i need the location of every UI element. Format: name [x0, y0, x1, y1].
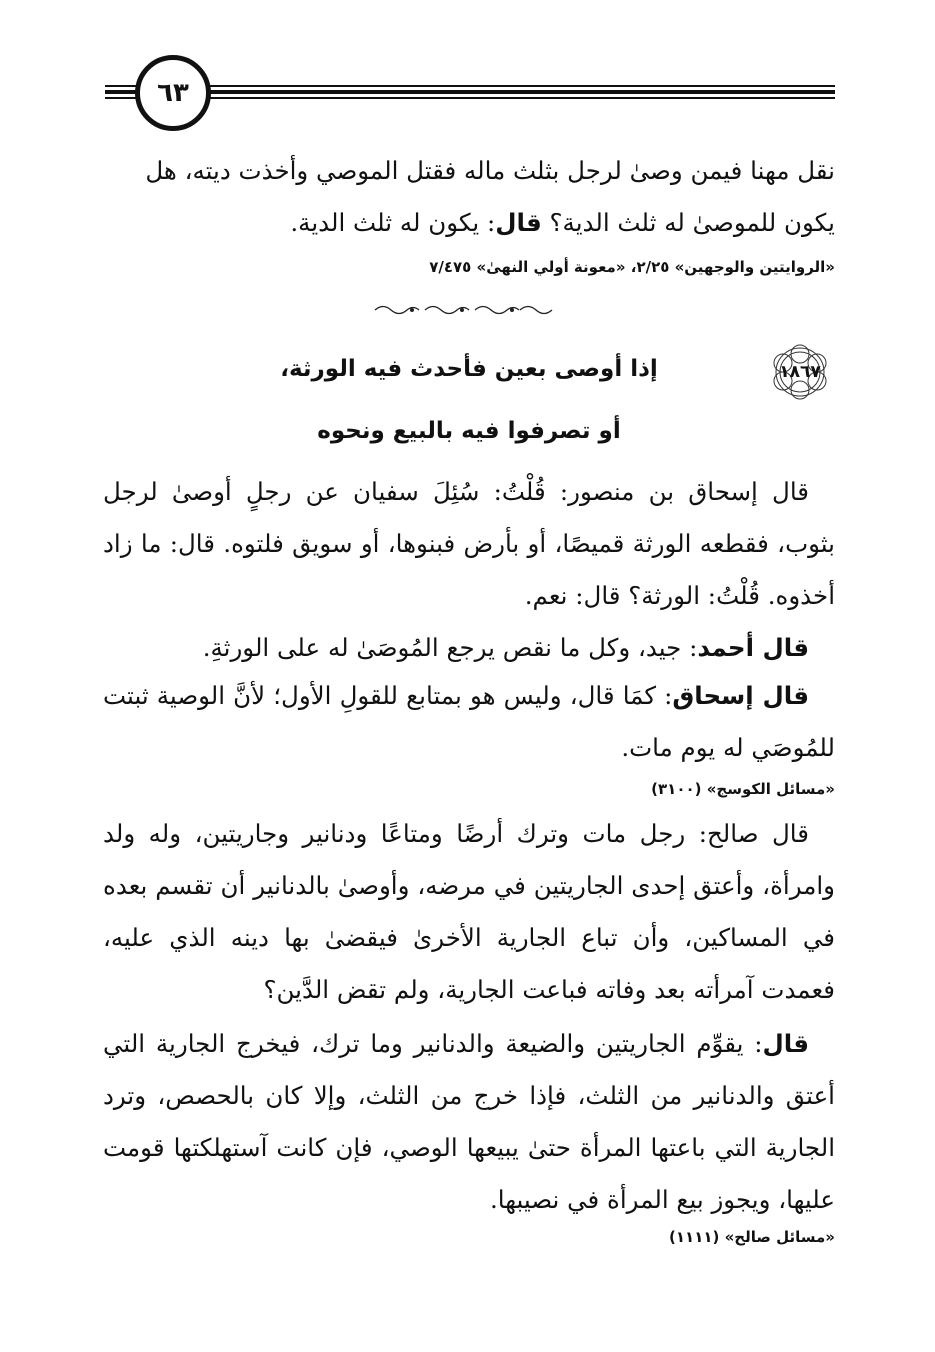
- paragraph-2-body: : جيد، وكل ما نقص يرجع المُوصَىٰ له على الورثةِ.: [202, 633, 698, 662]
- paragraph-5-text: [103, 1018, 835, 1226]
- qal-label-2: قال: [762, 1029, 809, 1058]
- paragraph-5: [103, 1018, 835, 1226]
- paragraph-4: [103, 808, 835, 1016]
- top-line-2-prefix: يكون للموصىٰ له ثلث الدية؟: [541, 208, 835, 237]
- page-header: [105, 55, 835, 135]
- paragraph-3: [103, 670, 835, 774]
- paragraph-2: [103, 622, 835, 674]
- paragraph-3-body: : كمَا قال، وليس هو بمتابع للقولِ الأول؛ لأنَّ الوصية ثبتت للمُوصَي له يوم مات.: [103, 681, 835, 762]
- paragraph-5-body: : يقوِّم الجاريتين والضيعة والدنانير وما ترك، فيخرج الجارية التي أعتق والدنانير من الثلث، فإذا خرج من الثلث، وإلا كان بالحصص، وترد الجارية التي باعتها المرأة حتىٰ يبيعها الوصي، فإن كانت آستهلكتها قومت عليها، ويجوز بيع المرأة في نصيبها.: [103, 1029, 836, 1214]
- paragraph-1: [103, 466, 835, 622]
- ornament-icon: [370, 303, 560, 317]
- top-line-2-suffix: : يكون له ثلث الدية.: [290, 208, 496, 237]
- page-number: ٦٣: [135, 55, 211, 131]
- section-title-line-2: أو تصرفوا فيه بالبيع ونحوه: [317, 418, 621, 444]
- qal-ishaq-label: قال إسحاق: [672, 681, 810, 710]
- qal-label: قال: [495, 208, 542, 237]
- section-number: ١٨٦٧: [779, 362, 821, 382]
- ornament-divider: [370, 302, 560, 318]
- top-line-1: نقل مهنا فيمن وصىٰ لرجل بثلث ماله فقتل الموصي وأخذت ديته، هل: [145, 156, 835, 185]
- paragraph-2-text: [103, 622, 835, 674]
- section-title-line-1: إذا أوصى بعين فأحدث فيه الورثة،: [280, 356, 658, 382]
- header-rule: [105, 85, 835, 97]
- paragraph-4-text: قال صالح: رجل مات وترك أرضًا ومتاعًا ودنانير وجاريتين، وله ولد وامرأة، وأعتق إحدى الجاريتين في مرضه، وأوصىٰ بالدنانير أن تقسم بعده في المساكين، وأن تباع الجارية الأخرىٰ فيقضىٰ بها دينه الذي عليه، فعمدت آمرأته بعد وفاته فباعت الجارية، ولم تقض الدَّين؟: [103, 819, 835, 1004]
- top-reference: «الروايتين والوجهين» ٢/٢٥، «معونة أولي النهىٰ» ٧/٤٧٥: [429, 258, 835, 276]
- qal-ahmad-label: قال أحمد: [697, 633, 809, 662]
- paragraph-3-text: [103, 670, 835, 774]
- reference-kawsaj: «مسائل الكوسج» (٣١٠٠): [651, 780, 835, 798]
- top-paragraph: [103, 145, 835, 249]
- top-line-2: [103, 197, 835, 249]
- paragraph-1-text: قال إسحاق بن منصور: قُلْتُ: سُئِلَ سفيان عن رجلٍ أوصىٰ لرجل بثوب، فقطعه الورثة قميصًا، أو بأرض فبنوها، أو سويق فلتوه. قال: ما زاد أخذوه. قُلْتُ: الورثة؟ قال: نعم.: [103, 477, 835, 610]
- reference-salih: «مسائل صالح» (١١١١): [669, 1228, 835, 1246]
